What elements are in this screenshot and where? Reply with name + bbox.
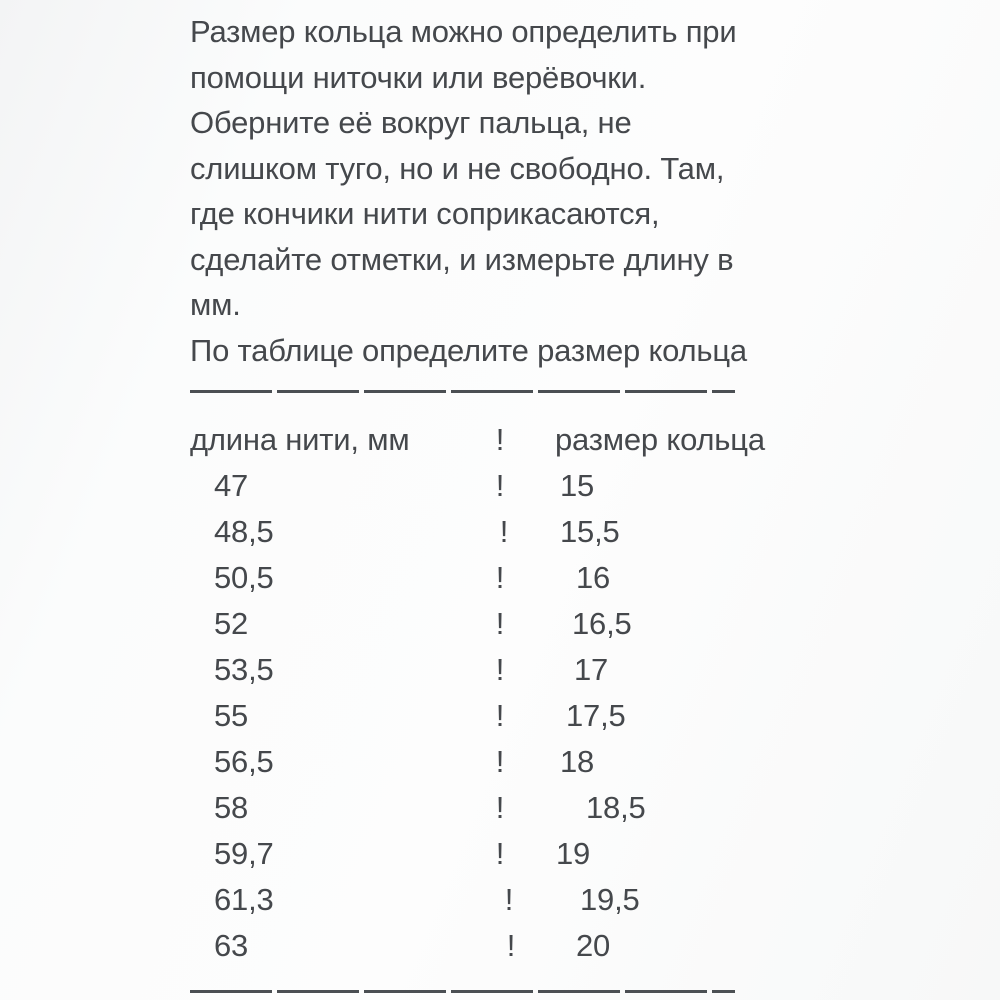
- row-separator: !: [495, 790, 505, 825]
- column-header-thread-length: длина нити, мм: [190, 422, 410, 457]
- ring-size-value: 19,5: [580, 882, 640, 917]
- thread-length-value: 59,7: [214, 836, 274, 871]
- row-separator: !: [495, 836, 505, 871]
- table-row: [190, 463, 810, 509]
- row-separator: !: [495, 468, 505, 503]
- row-separator: !: [499, 514, 509, 549]
- column-header-ring-size: размер кольца: [555, 422, 765, 457]
- thread-length-value: 58: [214, 790, 249, 825]
- ring-size-value: 19: [556, 836, 591, 871]
- instruction-paragraph: [190, 9, 810, 373]
- paragraph-line: сделайте отметки, и измерьте длину в: [190, 241, 734, 277]
- paragraph-line: помощи ниточки или верёвочки.: [190, 59, 647, 95]
- paragraph-line: где кончики нити соприкасаются,: [190, 196, 660, 231]
- ring-size-value: 18: [560, 744, 595, 779]
- row-separator: !: [495, 698, 505, 733]
- ring-size-value: 18,5: [586, 790, 646, 825]
- table-row: [190, 923, 810, 969]
- paragraph-line: По таблице определите размер кольца: [190, 332, 747, 368]
- table-header-row: [190, 417, 810, 463]
- ring-size-value: 15: [560, 468, 595, 503]
- thread-length-value: 61,3: [214, 882, 274, 917]
- divider-bottom: [190, 990, 735, 993]
- ring-size-value: 15,5: [560, 514, 620, 549]
- table-row: [190, 877, 810, 923]
- table-row: [190, 785, 810, 831]
- thread-length-value: 47: [214, 468, 249, 503]
- row-separator: !: [495, 606, 505, 641]
- row-separator: !: [495, 560, 505, 595]
- thread-length-value: 48,5: [214, 514, 274, 549]
- table-row: [190, 831, 810, 877]
- ring-size-table: [190, 417, 810, 969]
- row-separator: !: [495, 652, 505, 687]
- ring-size-value: 16: [576, 560, 611, 595]
- row-separator: !: [504, 882, 514, 917]
- thread-length-value: 50,5: [214, 560, 274, 595]
- paragraph-line: Оберните её вокруг пальца, не: [190, 105, 632, 140]
- paragraph-line: слишком туго, но и не свободно. Там,: [190, 150, 725, 186]
- ring-size-value: 17,5: [566, 698, 626, 733]
- ring-size-value: 16,5: [572, 606, 632, 641]
- ring-size-value: 17: [574, 652, 609, 687]
- thread-length-value: 53,5: [214, 652, 274, 687]
- column-separator: !: [495, 422, 505, 457]
- divider-top: [190, 390, 735, 393]
- thread-length-value: 56,5: [214, 744, 274, 779]
- paragraph-line: Размер кольца можно определить при: [190, 14, 737, 49]
- thread-length-value: 52: [214, 606, 249, 641]
- paragraph-line: мм.: [190, 287, 241, 322]
- table-row: [190, 647, 810, 693]
- table-row: [190, 509, 810, 555]
- table-row: [190, 555, 810, 601]
- content: [190, 9, 810, 993]
- ring-size-value: 20: [576, 928, 611, 963]
- table-row: [190, 739, 810, 785]
- thread-length-value: 63: [214, 928, 249, 963]
- row-separator: !: [506, 928, 516, 963]
- table-row: [190, 601, 810, 647]
- table-row: [190, 693, 810, 739]
- thread-length-value: 55: [214, 698, 249, 733]
- row-separator: !: [495, 744, 505, 779]
